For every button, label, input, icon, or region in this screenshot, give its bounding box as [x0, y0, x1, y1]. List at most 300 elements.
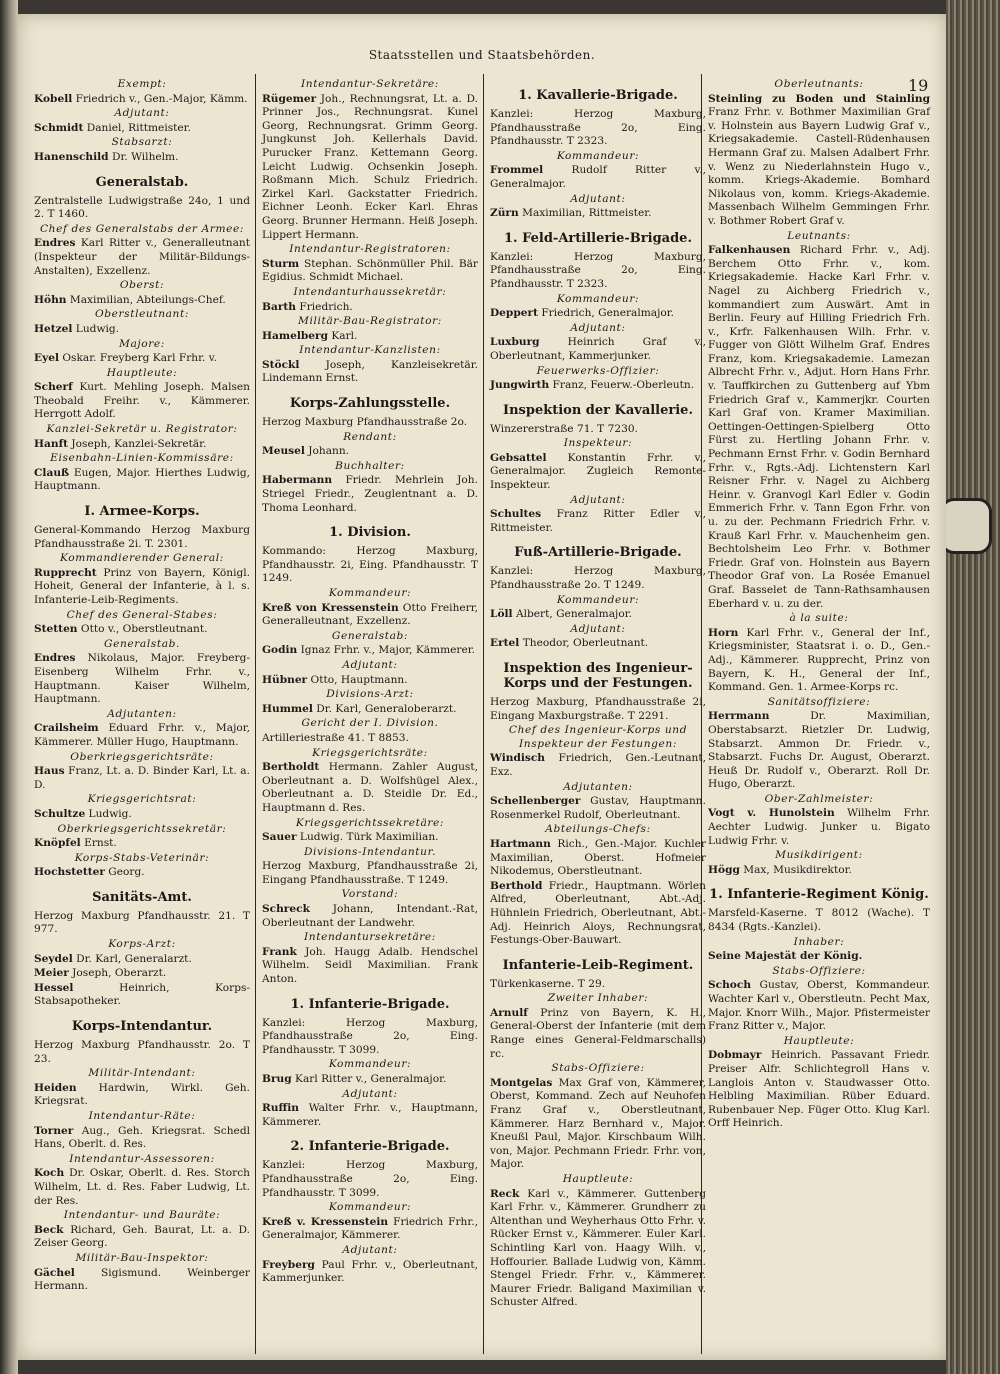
entry-detail: Friedrich, Generalmajor. — [537, 307, 675, 320]
entry-name: Schultze — [34, 807, 86, 820]
entry-name: Deppert — [490, 307, 538, 320]
entry-detail: Franz, Lt. a. D. Binder Karl, Lt. a. D. — [34, 765, 250, 791]
section-heading: 2. Infanterie-Brigade. — [290, 1139, 450, 1155]
entry-text — [34, 967, 250, 981]
entry-name: Endres — [34, 652, 76, 665]
entry-detail: Paul Frhr. v., Oberleutnant, Kammerjunker. — [262, 1258, 478, 1285]
entry-text — [262, 761, 478, 815]
entry-text — [34, 837, 250, 851]
entry-name: Hochstetter — [34, 866, 105, 879]
entry-detail: Ludwig. — [72, 322, 120, 335]
entry-detail: Friedrich Frhr., Generalmajor, Kämmerer. — [262, 1215, 478, 1242]
role-label: Kriegsgerichtssekretäre: — [295, 816, 445, 829]
role-label: Zweiter Inhaber: — [547, 992, 649, 1005]
section-heading: 1. Division. — [329, 525, 411, 541]
entry-name: Gächel — [34, 1266, 75, 1279]
entry-name: Habermann — [262, 474, 333, 487]
entry-name: Löll — [490, 608, 513, 621]
entry-detail: Kanzlei: Herzog Maxburg, Pfandhausstraße 2o, Eing. Pfandhausstr. T 2323. — [490, 108, 706, 148]
entry-name: Rügemer — [262, 92, 317, 105]
role-label: Generalstab. — [104, 637, 180, 650]
role-label: Feuerwerks-Offizier: — [536, 364, 660, 377]
entry-text — [34, 352, 250, 366]
entry-text — [708, 710, 930, 792]
role-label: Intendantur-Registratoren: — [289, 243, 451, 256]
entry-detail: Sigismund. Weinberger Hermann. — [34, 1266, 250, 1293]
entry-text — [490, 608, 706, 622]
entry-detail: Rudolf Ritter v., Generalmajor. — [490, 164, 706, 190]
entry-text — [262, 644, 478, 658]
entry-text — [262, 1259, 478, 1286]
entry-name: Beck — [34, 1223, 64, 1236]
entry-text — [708, 950, 930, 964]
entry-text — [262, 703, 478, 717]
entry-name: Stetten — [34, 623, 78, 636]
entry-detail: Johann. — [304, 445, 350, 458]
entry-detail: Maximilian, Abteilungs-Chef. — [66, 293, 226, 306]
role-label: Stabs-Offiziere: — [551, 1062, 645, 1075]
entry-detail: Marsfeld-Kaserne. T 8012 (Wache). T 8434 (Rgts.-Kanzlei). — [708, 907, 930, 934]
role-label: Generalstab: — [331, 629, 409, 642]
entry-text — [262, 903, 478, 930]
section-heading: 1. Infanterie-Brigade. — [290, 996, 450, 1012]
entry-text — [708, 1049, 930, 1131]
role-label: Militär-Intendant: — [88, 1067, 196, 1080]
entry-detail: Karl Frhr. v., General der Inf., Kriegsminister, Staatsrat i. o. D., Gen.-Adj., Kämmerer. Rupprecht, Prinz von Bayern, K. H., General der Inf., Kommand. Gen. 1. Armee-Korps rc. — [708, 626, 930, 694]
role-label: Oberkriegsgerichtsräte: — [70, 750, 214, 763]
page-stack-edge — [946, 0, 1000, 1374]
section-heading: Inspektion des Ingenieur-Korps und der Festungen. — [503, 661, 693, 691]
entry-detail: Heinrich Graf v., Oberleutnant, Kammerjunker. — [490, 336, 706, 362]
entry-text — [490, 1188, 706, 1310]
entry-detail: Franz, Feuerw.-Oberleutn. — [549, 379, 695, 392]
entry-name: Berthold — [490, 879, 543, 892]
entry-text — [262, 474, 478, 515]
entry-name: Horn — [708, 626, 739, 639]
section-heading: Generalstab. — [95, 174, 189, 190]
entry-detail: Ignaz Frhr. v., Major, Kämmerer. — [297, 644, 476, 657]
entry-detail: Gustav, Hauptmann. Rosenmerkel Rudolf, Oberleutnant. — [490, 795, 706, 821]
entry-name: Jungwirth — [490, 379, 550, 392]
entry-detail: Wilhelm Frhr. Aechter Ludwig. Junker u. Bigato Ludwig Frhr. v. — [708, 807, 930, 847]
entry-name: Hanenschild — [34, 150, 109, 163]
entry-text — [708, 907, 930, 934]
entry-text — [490, 307, 706, 321]
entry-detail: Max Graf von, Kämmerer, Oberst, Kommand. Zech auf Neuhofen Franz Graf v., Oberstleutnant, Kämmerer. Harz Bernhard v., Major. Kneußl Paul, Major. Kirschbaum Wilh. von, Major. Pechmann Friedr. Frhr. von, Major. — [490, 1076, 706, 1171]
role-label: Stabs-Offiziere: — [772, 964, 866, 977]
entry-text — [34, 323, 250, 337]
entry-name: Ruffin — [262, 1102, 299, 1115]
entry-detail: Herzog Maxburg Pfandhausstr. 21. T 977. — [34, 909, 250, 936]
entry-detail: Kanzlei: Herzog Maxburg, Pfandhausstraße 2o, Eing. Pfandhausstr. T 3099. — [262, 1159, 478, 1199]
entry-detail: Zentralstelle Ludwigstraße 24o, 1 und 2. T 1460. — [34, 194, 250, 221]
entry-text — [262, 301, 478, 315]
entry-detail: Joseph, Oberarzt. — [68, 967, 167, 980]
entry-name: Zürn — [490, 207, 519, 220]
entry-text — [34, 982, 250, 1009]
role-label: Adjutanten: — [563, 780, 633, 793]
entry-text — [490, 108, 706, 149]
entry-name: Seine Majestät der König. — [708, 950, 863, 963]
entry-detail: Winzererstraße 71. T 7230. — [490, 422, 638, 435]
entry-name: Schmidt — [34, 121, 84, 134]
entry-text — [34, 195, 250, 222]
entry-name: Koch — [34, 1167, 65, 1180]
role-label: Kommandeur: — [556, 292, 640, 305]
entry-detail: Theodor, Oberleutnant. — [519, 637, 649, 650]
entry-name: Schultes — [490, 508, 542, 521]
entry-detail: Karl Ritter v., Generalmajor. — [291, 1073, 447, 1085]
entry-text — [34, 567, 250, 608]
entry-text — [34, 122, 250, 136]
entry-text — [490, 838, 706, 879]
entry-text — [262, 1073, 478, 1087]
role-label: Kommandeur: — [328, 1201, 412, 1214]
entry-detail: Walter Frhr. v., Hauptmann, Kämmerer. — [262, 1102, 478, 1128]
entry-detail: Karl v., Kämmerer. Guttenberg Karl Frhr. v., Kämmerer. Grundherr zu Altenthan und Weyherhaus Otto Frhr. v. Rücker Ernst v., Kämmerer. Euler Karl. Schintling Karl von. Haagy Wilh. v., Hoffourier. Ballade Ludwig von, Kämm. Stengel Friedr. Frhr. v., Kämmerer. Maurer Friedr. Baligand Maximilian v. Schuster Alfred. — [490, 1187, 706, 1309]
entry-text — [708, 244, 930, 611]
entry-text — [490, 696, 706, 723]
entry-text — [262, 359, 478, 386]
entry-text — [490, 880, 706, 948]
entry-detail: Dr. Wilhelm. — [108, 150, 179, 163]
entry-text — [490, 637, 706, 651]
entry-text — [490, 251, 706, 292]
entry-text — [490, 336, 706, 363]
entry-text — [708, 979, 930, 1033]
entry-text — [34, 467, 250, 494]
entry-detail: Herzog Maxburg Pfandhausstraße 2o. — [262, 416, 468, 429]
entry-detail: Eugen, Major. Hierthes Ludwig, Hauptmann. — [34, 466, 250, 493]
entry-detail: Otto Freiherr, Generalleutnant, Exzellenz. — [262, 601, 478, 628]
entry-name: Hummel — [262, 702, 313, 715]
entry-name: Kobell — [34, 92, 73, 105]
entry-name: Meusel — [262, 445, 305, 458]
entry-text — [34, 623, 250, 637]
entry-name: Frommel — [490, 164, 544, 177]
entry-detail: Johann, Intendant.-Rat, Oberleutnant der Landwehr. — [262, 903, 478, 929]
role-label: Gericht der I. Division. — [301, 717, 439, 730]
entry-text — [490, 379, 706, 393]
entry-detail: Joseph, Kanzleisekretär. Lindemann Ernst. — [262, 358, 478, 385]
entry-text — [34, 381, 250, 422]
entry-detail: Hardwin, Wirkl. Geh. Kriegsrat. — [34, 1081, 250, 1108]
entry-name: Högg — [708, 863, 740, 876]
entry-detail: Joh. Haugg Adalb. Hendschel Wilhelm. Seidl Maximilian. Frank Anton. — [262, 945, 478, 986]
entry-detail: Karl Ritter v., Generalleutnant (Inspekteur der Militär-Bildungs-Anstalten), Exzellenz. — [34, 237, 250, 277]
entry-text — [34, 237, 250, 278]
role-label: Chef des Ingenieur-Korps und Inspekteur der Festungen: — [508, 724, 688, 750]
entry-text — [34, 722, 250, 749]
entry-name: Eyel — [34, 352, 59, 365]
role-label: Sanitätsoffiziere: — [767, 695, 871, 708]
role-label: Intendantursekretäre: — [304, 931, 436, 944]
role-label: Majore: — [119, 337, 165, 350]
role-label: Intendantur-Räte: — [88, 1110, 196, 1122]
entry-text — [34, 1082, 250, 1109]
entry-detail: Kurt. Mehling Joseph. Malsen Theobald Freihr. v., Kämmerer. Herrgott Adolf. — [34, 381, 250, 421]
entry-name: Hetzel — [34, 322, 73, 335]
role-label: Adjutant: — [114, 107, 170, 120]
entry-name: Reck — [490, 1187, 520, 1200]
entry-text — [262, 831, 478, 845]
role-label: Intendantur-Assessoren: — [69, 1152, 215, 1165]
entry-detail: Kommando: Herzog Maxburg, Pfandhausstr. 2i, Eing. Pfandhausstr. T 1249. — [262, 545, 478, 585]
entry-detail: Max, Musikdirektor. — [739, 863, 852, 876]
entry-text — [262, 93, 478, 243]
page-number: 19 — [908, 76, 929, 95]
entry-detail: Dr. Karl, Generalarzt. — [72, 952, 192, 965]
entry-detail: Dr. Oskar, Oberlt. d. Res. Storch Wilhelm, Lt. d. Res. Faber Ludwig, Lt. der Res. — [34, 1167, 250, 1207]
entry-name: Freyberg — [262, 1258, 315, 1271]
entry-text — [34, 765, 250, 792]
entry-name: Sturm — [262, 257, 300, 270]
entry-detail: Prinz von Bayern, Königl. Hoheit, General der Infanterie, à l. s. Infanterie-Leib-Regiments. — [34, 566, 250, 606]
entry-text — [262, 602, 478, 629]
entry-name: Brug — [262, 1073, 292, 1085]
entry-detail: General-Kommando Herzog Maxburg Pfandhausstraße 2i. T. 2301. — [34, 524, 250, 550]
entry-name: Falkenhausen — [708, 244, 791, 257]
thumb-index-tab[interactable] — [940, 498, 992, 554]
entry-text — [708, 627, 930, 695]
role-label: Intendantur- und Bauräte: — [63, 1209, 221, 1222]
role-label: Kriegsgerichtsrat: — [87, 793, 197, 806]
entry-detail: Maximilian, Rittmeister. — [518, 207, 652, 220]
entry-detail: Friedrich v., Gen.-Major, Kämm. — [72, 92, 248, 105]
entry-text — [34, 866, 250, 880]
entry-name: Crailsheim — [34, 722, 99, 735]
role-label: Oberkriegsgerichtssekretär: — [57, 822, 227, 835]
document-page — [18, 14, 946, 1360]
entry-text — [262, 946, 478, 987]
entry-name: Sauer — [262, 831, 297, 844]
role-label: Adjutant: — [570, 622, 626, 635]
entry-name: Bertholdt — [262, 761, 320, 774]
entry-name: Hessel — [34, 981, 74, 994]
role-label: Adjutant: — [570, 493, 626, 506]
role-label: Militär-Bau-Inspektor: — [75, 1251, 209, 1264]
role-label: Adjutant: — [342, 658, 398, 671]
entry-detail: Friedr., Hauptmann. Wörlen Alfred, Oberleutnant, Abt.-Adj. Hühnlein Friedrich, Oberleutnant, Abt.-Adj. Heinrich Aloys, Rechnungsrat, Festungs-Ober-Bauwart. — [490, 879, 706, 947]
role-label: Oberstleutnant: — [94, 308, 190, 321]
role-label: Kommandeur: — [556, 149, 640, 162]
entry-detail: Stephan. Schönmüller Phil. Bär Egidius. Schmidt Michael. — [262, 257, 478, 284]
section-heading: Fuß-Artillerie-Brigade. — [514, 545, 682, 561]
entry-detail: Ernst. — [80, 837, 117, 850]
entry-name: Stöckl — [262, 358, 300, 371]
text-column-3 — [490, 78, 706, 1311]
text-column-2 — [262, 78, 478, 1287]
role-label: Buchhalter: — [335, 459, 405, 472]
entry-detail: Heinrich. Passavant Friedr. Preiser Alfr. Schlichtegroll Hans v. Langlois Anton v. Staudwasser Otto. Helbling Maximilian. Rüber Eduard. Rubenbauer Nep. Füger Otto. Klug Karl. Orff Heinrich. — [708, 1049, 930, 1130]
entry-text — [490, 795, 706, 822]
entry-text — [34, 1167, 250, 1208]
role-label: Divisions-Intendantur. — [303, 845, 437, 858]
role-label: Oberst: — [119, 279, 165, 292]
entry-name: Gebsattel — [490, 451, 547, 464]
role-label: Adjutant: — [570, 321, 626, 334]
entry-text — [490, 423, 706, 437]
entry-text — [490, 508, 706, 535]
entry-name: Kreß von Kressenstein — [262, 601, 399, 614]
entry-name: Haus — [34, 765, 65, 778]
role-label: Oberleutnants: — [774, 78, 864, 90]
entry-name: Steinling zu Boden und Stainling — [708, 92, 930, 105]
role-label: Exempt: — [117, 78, 167, 90]
role-label: Intendantur-Kanzlisten: — [299, 344, 441, 357]
entry-detail: Joseph, Kanzlei-Sekretär. — [68, 437, 207, 450]
section-heading: 1. Feld-Artillerie-Brigade. — [504, 230, 692, 246]
entry-detail: Friedr. Mehrlein Joh. Striegel Friedr., Zeuglentnant a. D. Thoma Leonhard. — [262, 474, 478, 514]
entry-detail: Eduard Frhr. v., Major, Kämmerer. Müller Hugo, Hauptmann. — [34, 722, 250, 748]
entry-name: Seydel — [34, 952, 73, 965]
entry-detail: Dr. Maximilian, Oberstabsarzt. Rietzler Dr. Ludwig, Stabsarzt. Ammon Dr. Friedr. v., Stabsarzt. Fuchs Dr. August, Oberarzt. Heuß Dr. Rudolf v., Oberarzt. Roll Dr. Hugo, Oberarzt. — [708, 710, 930, 791]
entry-text — [34, 652, 250, 706]
section-heading: 1. Infanterie-Regiment König. — [709, 887, 929, 903]
section-heading: Infanterie-Leib-Regiment. — [502, 957, 694, 973]
entry-detail: Karl. — [327, 329, 358, 342]
role-label: Militär-Bau-Registrator: — [298, 315, 442, 328]
role-label: Chef des Generalstabs der Armee: — [39, 222, 245, 235]
entry-name: Godin — [262, 644, 298, 657]
entry-name: Hübner — [262, 673, 308, 686]
entry-detail: Nikolaus, Major. Freyberg-Eisenberg Wilhelm Frhr. v., Hauptmann. Kaiser Wilhelm, Hauptmann. — [34, 652, 250, 706]
entry-detail: Herzog Maxburg Pfandhausstr. 2o. T 23. — [34, 1039, 250, 1065]
entry-name: Schellenberger — [490, 795, 581, 808]
entry-text — [708, 864, 930, 878]
role-label: Rendant: — [343, 430, 397, 443]
entry-detail: Otto v., Oberstleutnant. — [77, 623, 208, 636]
entry-text — [262, 1102, 478, 1129]
entry-name: Schoch — [708, 979, 752, 992]
section-heading: Korps-Intendantur. — [71, 1019, 213, 1035]
entry-text — [262, 1216, 478, 1243]
role-label: Adjutant: — [342, 1087, 398, 1100]
entry-name: Hartmann — [490, 837, 551, 850]
role-label: à la suite: — [789, 612, 849, 625]
entry-detail: Daniel, Rittmeister. — [83, 121, 191, 134]
role-label: Kanzlei-Sekretär u. Registrator: — [46, 423, 238, 436]
entry-name: Endres — [34, 237, 76, 250]
role-label: Korps-Stabs-Veterinär: — [74, 851, 210, 864]
entry-text — [34, 910, 250, 937]
entry-name: Barth — [262, 300, 296, 313]
role-label: Intendantur-Sekretäre: — [301, 78, 439, 90]
entry-detail: Rich., Gen.-Major. Kuchler Maximilian, Oberst. Hofmeier Nikodemus, Oberstleutnant. — [490, 837, 706, 878]
role-label: Hauptleute: — [106, 366, 178, 379]
role-label: Kriegsgerichtsräte: — [312, 746, 428, 759]
role-label: Adjutanten: — [107, 707, 177, 720]
entry-text — [34, 294, 250, 308]
entry-text — [262, 732, 478, 746]
entry-text — [262, 445, 478, 459]
role-label: Chef des General-Stabes: — [66, 608, 218, 621]
entry-text — [34, 808, 250, 822]
entry-name: Dobmayr — [708, 1049, 762, 1062]
column-rule — [255, 74, 256, 1354]
role-label: Musikdirigent: — [775, 849, 863, 862]
entry-name: Windisch — [490, 752, 545, 765]
role-label: Inhaber: — [793, 935, 845, 948]
entry-text — [34, 438, 250, 452]
role-label: Intendanturhaussekretär: — [293, 285, 447, 298]
running-head: Staatsstellen und Staatsbehörden. — [368, 48, 596, 62]
entry-text — [34, 1267, 250, 1294]
entry-name: Schreck — [262, 903, 310, 916]
entry-detail: Friedrich. — [296, 300, 353, 313]
entry-text — [708, 93, 930, 229]
section-heading: I. Armee-Korps. — [84, 504, 200, 520]
role-label: Stabsarzt: — [111, 136, 173, 149]
role-label: Hauptleute: — [562, 1173, 634, 1185]
entry-text — [34, 524, 250, 551]
role-label: Kommandierender General: — [60, 552, 224, 565]
text-column-1 — [34, 78, 250, 1295]
role-label: Ober-Zahlmeister: — [764, 792, 874, 805]
entry-detail: Herzog Maxburg, Pfandhausstraße 2i, Eingang Maxburgstraße. T 2291. — [490, 696, 706, 722]
entry-name: Torner — [34, 1124, 74, 1137]
role-label: Abteilungs-Chefs: — [545, 823, 651, 836]
entry-text — [262, 545, 478, 586]
role-label: Inspekteur: — [563, 437, 633, 450]
entry-name: Ertel — [490, 637, 520, 650]
entry-detail: Kanzlei: Herzog Maxburg, Pfandhausstraße 2o, Eing. Pfandhausstr. T 2323. — [490, 250, 706, 290]
entry-detail: Otto, Hauptmann. — [307, 673, 408, 686]
entry-name: Vogt v. Hunolstein — [708, 807, 835, 820]
entry-text — [490, 1007, 706, 1061]
entry-detail: Konstantin Frhr. v., Generalmajor. Zugleich Remonte-Inspekteur. — [490, 451, 706, 492]
entry-detail: Dr. Karl, Generaloberarzt. — [312, 702, 457, 715]
entry-detail: Franz Frhr. v. Bothmer Maximilian Graf v. Holnstein aus Bayern Ludwig Graf v., Kriegsakademie. Castell-Rüdenhausen Hermann Graf zu. Malsen Adalbert Frhr. v. Wenz zu Niederlahnstein Hugo v., komm. Kriegs-Akademie. Bomhard Nikolaus von, komm. Kriegs-Akademie. Massenbach Wilhelm Gemmingen Frhr. v. Bothmer Robert Graf v. — [708, 106, 930, 227]
entry-text — [34, 93, 250, 107]
entry-detail: Franz Ritter Edler v., Rittmeister. — [490, 508, 706, 534]
entry-detail: Albert, Generalmajor. — [512, 608, 632, 621]
entry-name: Montgelas — [490, 1076, 553, 1089]
book-binding-edge — [0, 0, 18, 1374]
entry-text — [490, 207, 706, 221]
entry-detail: Richard Frhr. v., Adj. Berchem Otto Frhr. v., kom. Kriegsakademie. Hacke Karl Frhr. v. Nagel zu Aichberg Friedrich v., kommandiert zum Auswärt. Amt in Berlin. Feury auf Hilling Friedrich Frh. v., Krfr. Falkenhausen Wilh. Frhr. v. Fugger von Glött Wilhelm Graf. Endres Franz, kom. Kriegsakademie. Lamezan Albrecht Frhr. v., Adjut. Horn Hans Frhr. v. Tauffkirchen zu Guttenberg auf Ybm Friedrich Graf v., Kammerjkr. Courten Karl Graf von. Kramer Maximilian. Oettingen-Oettingen-Spielberg Otto Fürst zu. Hertling Johann Frhr. v. Pechmann Ernst Frhr. v. Godin Bernhard Frhr. v., Rgts.-Adj. Lichtenstern Karl Reisner Frhr. v. Nagel zu Aichberg Heinr. v. Granvogl Karl Edler v. Godin Emmerich Frhr. v. Tann Egon Frhr. von u. zu der. Pechmann Friedrich Frhr. v. Krauß Karl Frhr. v. Mauchenheim gen. Bechtolsheim Leo Frhr. v. Bothmer Friedr. Graf von. Holnstein aus Bayern Theodor Graf von. La Rosée Emanuel Graf. Basselet de Tann-Rathsamhausen Eberhard v. u. zu der. — [708, 244, 930, 610]
entry-detail: Kanzlei: Herzog Maxburg, Pfandhausstraße 2o, Eing. Pfandhausstr. T 3099. — [262, 1016, 478, 1056]
entry-name: Heiden — [34, 1081, 77, 1094]
entry-detail: Joh., Rechnungsrat, Lt. a. D. Prinner Jos., Rechnungsrat. Kunel Georg, Rechnungsrat. Grimm Georg. Jungkunst Joh. Kellerhals David. Purucker Franz. Kettemann Georg. Leicht Ludwig. Ochsenkin Joseph. Roßmann Mich. Schulz Friedrich. Zirkel Karl. Gackstatter Friedrich. Eichner Leonh. Ecker Karl. Ehras Georg. Brunner Hermann. Heiß Joseph. Lippert Hermann. — [262, 92, 478, 241]
entry-detail: Heinrich, Korps-Stabsapotheker. — [34, 981, 250, 1008]
role-label: Adjutant: — [342, 1243, 398, 1256]
entry-text — [490, 752, 706, 779]
entry-detail: Richard, Geh. Baurat, Lt. a. D. Zeiser Georg. — [34, 1223, 250, 1250]
entry-text — [490, 164, 706, 191]
entry-text — [490, 565, 706, 592]
entry-detail: Friedrich, Gen.-Leutnant, Exz. — [490, 752, 706, 778]
entry-text — [262, 1017, 478, 1058]
entry-text — [262, 1159, 478, 1200]
entry-name: Clauß — [34, 466, 70, 479]
section-heading: Inspektion der Kavallerie. — [503, 402, 693, 418]
entry-detail: Georg. — [104, 866, 145, 879]
entry-detail: Aug., Geh. Kriegsrat. Schedl Hans, Oberlt. d. Res. — [34, 1124, 250, 1151]
entry-name: Rupprecht — [34, 566, 97, 579]
entry-text — [490, 978, 706, 992]
entry-name: Scherf — [34, 381, 73, 394]
entry-name: Kreß v. Kressenstein — [262, 1215, 389, 1228]
role-label: Kommandeur: — [328, 1058, 412, 1071]
entry-name: Herrmann — [708, 710, 770, 723]
entry-detail: Ludwig. Türk Maximilian. — [296, 831, 439, 844]
role-label: Leutnants: — [787, 229, 851, 242]
entry-text — [262, 330, 478, 344]
entry-name: Arnulf — [490, 1006, 528, 1019]
entry-text — [262, 674, 478, 688]
entry-detail: Kanzlei: Herzog Maxburg, Pfandhausstraße 2o. T 1249. — [490, 565, 706, 592]
